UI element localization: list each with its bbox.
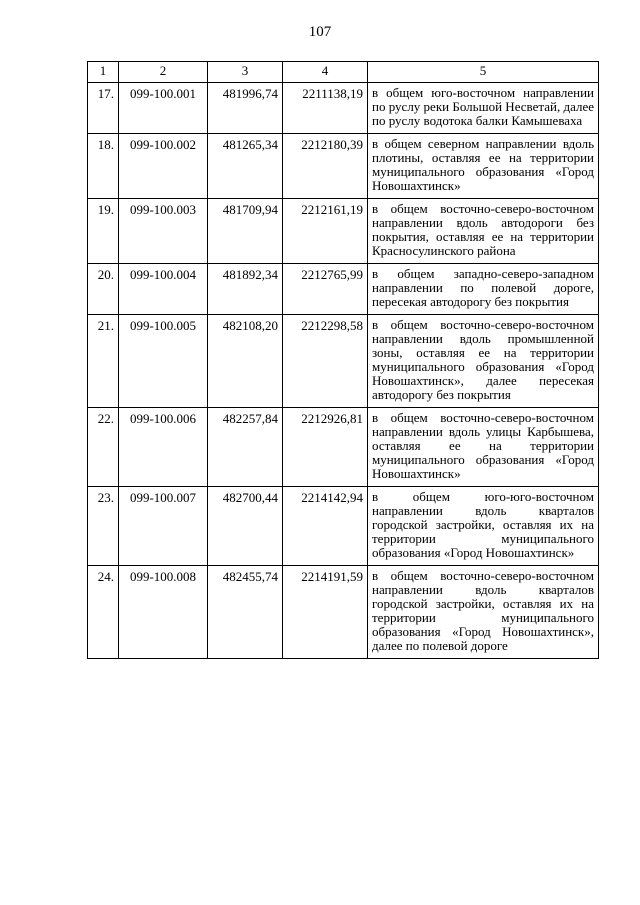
coordinate-y: 2214142,94 xyxy=(283,487,368,566)
table-row xyxy=(88,199,599,264)
coordinate-x: 482108,20 xyxy=(208,315,283,408)
boundary-description: в общем северном направлении вдоль плотины, оставляя ее на территории муниципального образования «Город Новошахтинск» xyxy=(368,134,599,199)
coordinate-x: 481265,34 xyxy=(208,134,283,199)
row-number: 21. xyxy=(88,315,119,408)
coordinate-y: 2212765,99 xyxy=(283,264,368,315)
table-header-row xyxy=(88,62,599,83)
boundary-description: в общем восточно-северо-восточном направлении вдоль улицы Карбышева, оставляя ее на территории муниципального образования «Город Новошахтинск» xyxy=(368,408,599,487)
coordinate-x: 482257,84 xyxy=(208,408,283,487)
coordinate-y: 2214191,59 xyxy=(283,566,368,659)
point-code: 099-100.001 xyxy=(119,83,208,134)
table-row xyxy=(88,315,599,408)
point-code: 099-100.008 xyxy=(119,566,208,659)
row-number: 17. xyxy=(88,83,119,134)
point-code: 099-100.005 xyxy=(119,315,208,408)
row-number: 23. xyxy=(88,487,119,566)
boundary-description: в общем восточно-северо-восточном направлении вдоль автодороги без покрытия, оставляя ее на территории Красносулинского района xyxy=(368,199,599,264)
header-col-3: 3 xyxy=(208,62,283,83)
point-code: 099-100.007 xyxy=(119,487,208,566)
coordinate-x: 482700,44 xyxy=(208,487,283,566)
boundary-description: в общем западно-северо-западном направлении по полевой дороге, пересекая автодорогу без покрытия xyxy=(368,264,599,315)
table-row xyxy=(88,264,599,315)
coordinate-y: 2212161,19 xyxy=(283,199,368,264)
row-number: 20. xyxy=(88,264,119,315)
coordinate-x: 481709,94 xyxy=(208,199,283,264)
boundary-points-table xyxy=(87,61,599,659)
coordinate-x: 481892,34 xyxy=(208,264,283,315)
table-row xyxy=(88,566,599,659)
table-body xyxy=(88,83,599,659)
row-number: 19. xyxy=(88,199,119,264)
table-row xyxy=(88,83,599,134)
point-code: 099-100.006 xyxy=(119,408,208,487)
point-code: 099-100.004 xyxy=(119,264,208,315)
page-number: 107 xyxy=(308,24,332,40)
row-number: 24. xyxy=(88,566,119,659)
coordinate-x: 481996,74 xyxy=(208,83,283,134)
row-number: 22. xyxy=(88,408,119,487)
table-row xyxy=(88,408,599,487)
coordinate-y: 2211138,19 xyxy=(283,83,368,134)
row-number: 18. xyxy=(88,134,119,199)
coordinate-x: 482455,74 xyxy=(208,566,283,659)
point-code: 099-100.002 xyxy=(119,134,208,199)
header-col-1: 1 xyxy=(88,62,119,83)
table-row xyxy=(88,487,599,566)
header-col-2: 2 xyxy=(119,62,208,83)
header-col-5: 5 xyxy=(368,62,599,83)
coordinate-y: 2212298,58 xyxy=(283,315,368,408)
table-row xyxy=(88,134,599,199)
point-code: 099-100.003 xyxy=(119,199,208,264)
boundary-description: в общем восточно-северо-восточном направлении вдоль промышленной зоны, оставляя ее на территории муниципального образования «Город Новошахтинск», далее пересекая автодорогу без покрытия xyxy=(368,315,599,408)
coordinate-y: 2212926,81 xyxy=(283,408,368,487)
coordinate-y: 2212180,39 xyxy=(283,134,368,199)
boundary-description: в общем юго-восточном направлении по руслу реки Большой Несветай, далее по руслу водотока балки Камышеваха xyxy=(368,83,599,134)
boundary-description: в общем юго-юго-восточном направлении вдоль кварталов городской застройки, оставляя их на территории муниципального образования «Город Новошахтинск» xyxy=(368,487,599,566)
boundary-description: в общем восточно-северо-восточном направлении вдоль кварталов городской застройки, оставляя их на территории муниципального образования «Город Новошахтинск», далее по полевой дороге xyxy=(368,566,599,659)
header-col-4: 4 xyxy=(283,62,368,83)
